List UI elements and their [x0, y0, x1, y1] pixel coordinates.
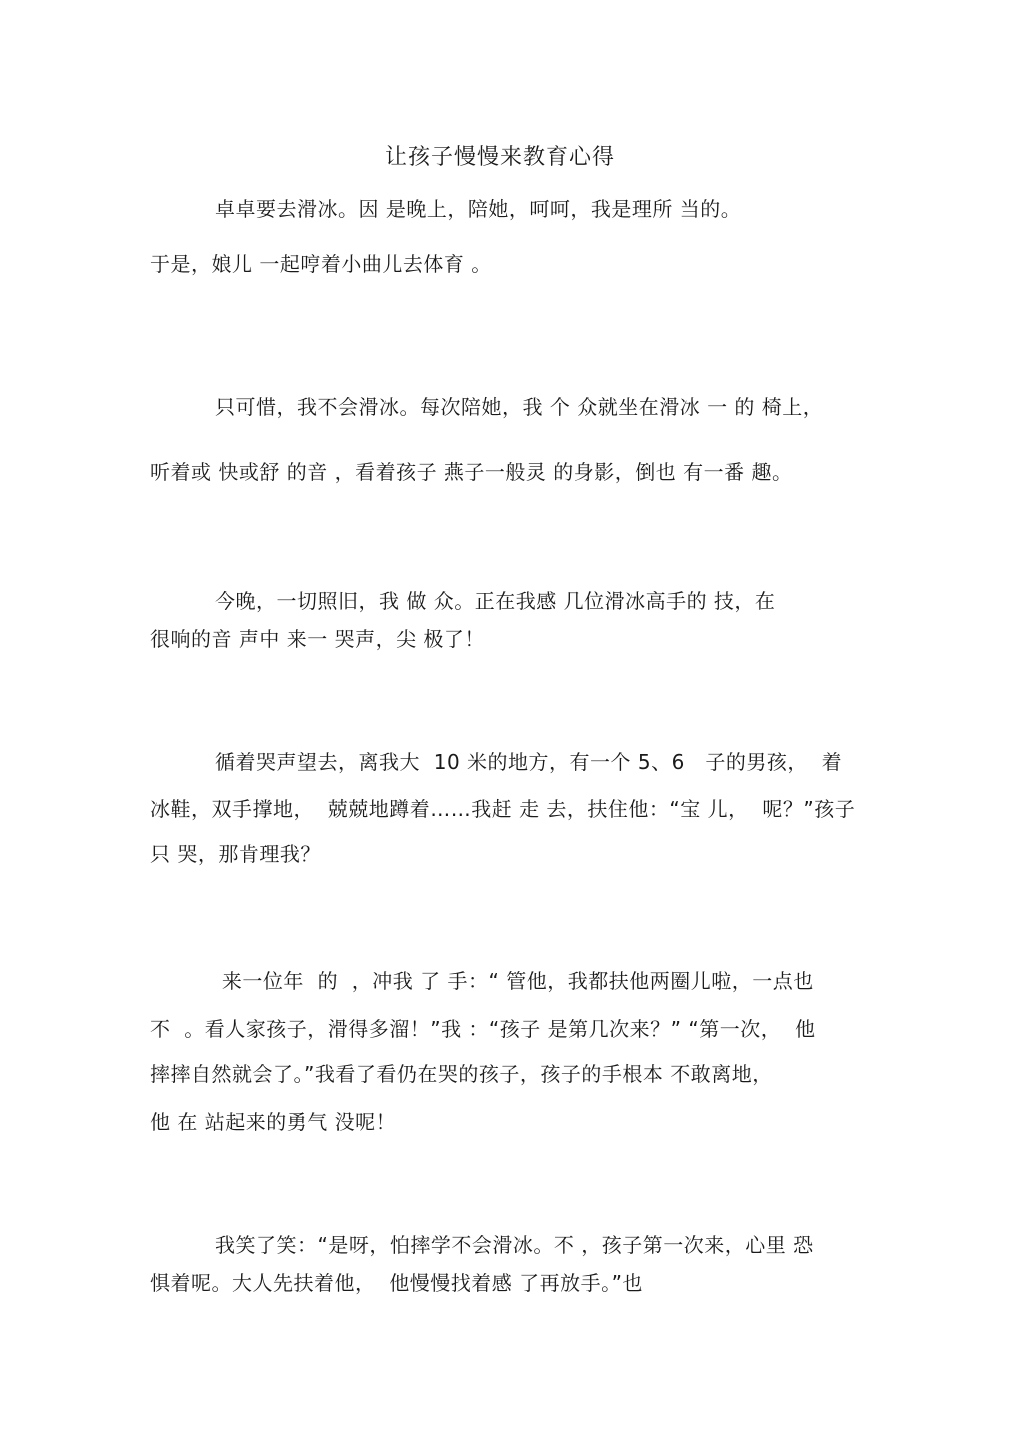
paragraph-1-line-2: 于是，娘儿 一起哼着小曲儿去体育 。: [150, 252, 492, 276]
paragraph-1-line-1: 卓卓要去滑冰。因 是晚上，陪她，呵呵，我是理所 当的。: [215, 197, 742, 221]
paragraph-3-line-2: 很响的音 声中 来一 哭声，尖 极了！: [150, 627, 485, 651]
paragraph-5-line-2: 不 。看人家孩子，滑得多溜！”我 ：“孩子 是第几次来？” “第一次， 他: [150, 1017, 816, 1041]
paragraph-2-line-1: 只可惜，我不会滑冰。每次陪她，我 个 众就坐在滑冰 一 的 椅上，: [215, 395, 824, 419]
paragraph-4-line-2: 冰鞋，双手撑地， 兢兢地蹲着……我赶 走 去，扶住他：“宝 儿， 呢？”孩子: [150, 797, 856, 821]
paragraph-6-line-2: 惧着呢。大人先扶着他， 他慢慢找着感 了再放手。”也: [150, 1271, 643, 1295]
paragraph-4-line-1: 循着哭声望去，离我大 10 米的地方，有一个 5、6 子的男孩， 着: [215, 750, 843, 774]
paragraph-5-line-4: 他 在 站起来的勇气 没呢！: [150, 1110, 397, 1134]
document-title: 让孩子慢慢来教育心得: [384, 145, 615, 170]
paragraph-6-line-1: 我笑了笑：“是呀，怕摔学不会滑冰。不 ，孩子第一次来，心里 恐: [215, 1233, 814, 1257]
paragraph-3-line-1: 今晚，一切照旧，我 做 众。正在我感 几位滑冰高手的 技，在: [215, 589, 776, 613]
paragraph-5-line-3: 摔摔自然就会了。”我看了看仍在哭的孩子，孩子的手根本 不敢离地，: [150, 1062, 773, 1086]
paragraph-4-line-3: 只 哭，那肯理我？: [150, 842, 321, 866]
paragraph-5-line-1: 来一位年 的 ，冲我 了 手：“ 管他，我都扶他两圈儿啦，一点也: [215, 969, 814, 993]
paragraph-2-line-2: 听着或 快或舒 的音 ，看着孩子 燕子一般灵 的身影，倒也 有一番 趣。: [150, 460, 793, 484]
